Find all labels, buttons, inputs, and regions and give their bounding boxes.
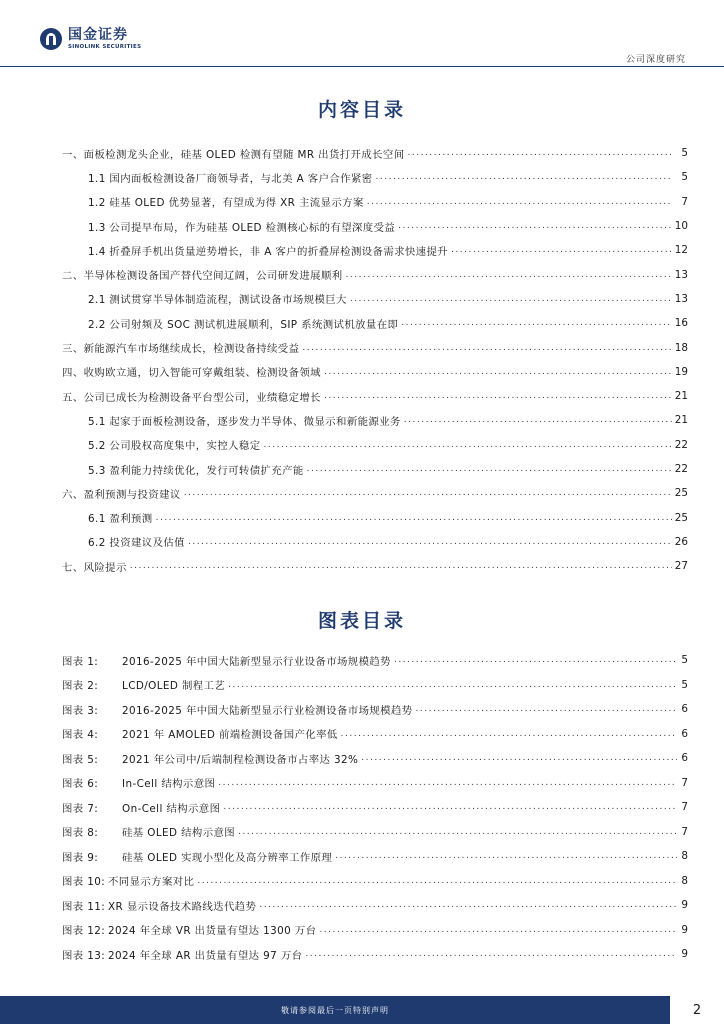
toc-entry[interactable] (62, 335, 688, 359)
toc-entry-page: 21 (674, 414, 688, 427)
dot-leader (184, 488, 672, 498)
toc-entry-page: 13 (674, 268, 688, 281)
figure-entry[interactable] (62, 918, 688, 943)
figure-entry-page: 7 (681, 801, 688, 814)
toc-entry-page: 19 (674, 365, 688, 378)
dot-leader (228, 680, 677, 690)
dot-leader (305, 949, 677, 959)
figure-entry[interactable] (62, 795, 688, 820)
toc-entry-text: 5.3 盈利能力持续优化，发行可转债扩充产能 (88, 464, 304, 477)
toc-entry-page: 12 (674, 244, 688, 257)
toc-entry-text: 七、风险提示 (62, 561, 127, 574)
toc-entry-text: 二、半导体检测设备国产替代空间辽阔，公司研发进展顺利 (62, 270, 343, 283)
figure-entry-page: 6 (681, 703, 688, 716)
dot-leader (451, 245, 672, 255)
figure-entry-page: 5 (681, 654, 688, 667)
figure-entry[interactable] (62, 771, 688, 796)
toc-entry-text: 一、面板检测龙头企业，硅基 OLED 检测有望随 MR 出货打开成长空间 (62, 148, 405, 161)
figure-entry-page: 9 (681, 923, 688, 936)
dot-leader (341, 729, 677, 739)
toc-entry[interactable] (62, 287, 688, 311)
toc-entry-page: 16 (674, 317, 688, 330)
dot-leader (346, 270, 672, 280)
figure-entry-page: 9 (681, 899, 688, 912)
toc-entry[interactable] (62, 530, 688, 554)
dot-leader (401, 318, 671, 328)
toc-entry[interactable] (62, 360, 688, 384)
dot-leader (264, 440, 672, 450)
toc-title: 内容目录 (317, 99, 406, 121)
dot-leader (319, 925, 677, 935)
toc-entry[interactable] (62, 238, 688, 262)
toc-entry-page: 25 (674, 511, 688, 524)
dot-leader (404, 415, 672, 425)
logo-icon (40, 28, 62, 50)
footer-notice: 敬请参阅最后一页特别声明 (0, 996, 670, 1024)
figure-entry[interactable] (62, 893, 688, 918)
toc-entry-page: 25 (674, 487, 688, 500)
dot-leader (218, 778, 677, 788)
figure-entry-label: 图表 10: (62, 876, 106, 889)
figure-entry-text: LCD/OLED 制程工艺 (122, 680, 226, 693)
figure-entry-label: 图表 6: (62, 778, 99, 791)
figure-entry[interactable] (62, 942, 688, 967)
dot-leader (238, 827, 677, 837)
figure-entry-page: 6 (681, 752, 688, 765)
dot-leader (350, 294, 672, 304)
dot-leader (130, 561, 672, 571)
toc-entry-page: 7 (681, 195, 688, 208)
figure-entry-text: 2024 年全球 VR 出货量有望达 1300 万台 (108, 925, 317, 938)
figure-entry[interactable] (62, 648, 688, 673)
toc-entry[interactable] (62, 214, 688, 238)
figure-entry[interactable] (62, 746, 688, 771)
dot-leader (407, 148, 673, 158)
dot-leader (223, 802, 677, 812)
toc-entry-text: 5.2 公司股权高度集中，实控人稳定 (88, 440, 261, 453)
figure-entry[interactable] (62, 673, 688, 698)
logo-cn-text: 国金证券 (68, 27, 128, 43)
figure-entry-label: 图表 3: (62, 704, 99, 717)
figure-entry-label: 图表 11: (62, 900, 106, 913)
toc-entry[interactable] (62, 141, 688, 165)
figure-entry-text: 硅基 OLED 结构示意图 (122, 827, 236, 840)
figure-entry-label: 图表 5: (62, 753, 99, 766)
figure-entry[interactable] (62, 869, 688, 894)
figure-entry-page: 5 (681, 678, 688, 691)
dot-leader (376, 172, 673, 182)
figure-entry-label: 图表 7: (62, 802, 99, 815)
dot-leader (197, 876, 677, 886)
toc-entry-page: 21 (674, 390, 688, 403)
toc-entry[interactable] (62, 481, 688, 505)
dot-leader (307, 464, 672, 474)
dot-leader (259, 900, 677, 910)
figure-entry-text: 2016-2025 年中国大陆新型显示行业设备市场规模趋势 (122, 655, 391, 668)
page-header (0, 0, 724, 70)
figure-entry-text: 2016-2025 年中国大陆新型显示行业检测设备市场规模趋势 (122, 704, 413, 717)
toc-entry-page: 22 (674, 463, 688, 475)
figure-entry-label: 图表 13: (62, 949, 106, 962)
dot-leader (188, 537, 672, 547)
figure-entry-text: 不同显示方案对比 (108, 876, 195, 889)
toc-entry-page: 27 (674, 560, 688, 573)
figure-entry[interactable] (62, 697, 688, 722)
figure-entry-label: 图表 8: (62, 827, 99, 840)
toc-entry-page: 13 (674, 292, 688, 305)
toc-entry-text: 五、公司已成长为检测设备平台型公司，业绩稳定增长 (62, 391, 321, 404)
report-type: 公司深度研究 (625, 55, 686, 65)
figure-entry-label: 图表 2: (62, 680, 99, 693)
toc-entry[interactable] (62, 190, 688, 214)
figure-entry-text: In-Cell 结构示意图 (122, 778, 216, 791)
figure-entry-page: 7 (681, 825, 688, 838)
toc-entry-page: 5 (681, 171, 688, 184)
toc-entry-text: 6.2 投资建议及估值 (88, 537, 185, 550)
dot-leader (335, 851, 677, 861)
figure-entry-label: 图表 4: (62, 729, 99, 742)
dot-leader (367, 197, 673, 207)
dot-leader (324, 391, 672, 401)
figure-entry[interactable] (62, 844, 688, 869)
toc-entry-page: 18 (674, 341, 688, 354)
toc-entry-text: 6.1 盈利预测 (88, 513, 153, 526)
figure-entry-page: 7 (681, 776, 688, 789)
figure-entry-label: 图表 12: (62, 925, 106, 938)
dot-leader (394, 655, 677, 665)
toc-entry-text: 六、盈利预测与投资建议 (62, 488, 181, 501)
figure-entry-text: On-Cell 结构示意图 (122, 802, 221, 815)
figure-entry-page: 8 (681, 850, 688, 863)
toc-entry-page: 26 (674, 535, 688, 548)
dot-leader (398, 221, 672, 231)
figure-entry-page: 8 (681, 874, 688, 887)
toc-entry[interactable] (62, 457, 688, 481)
dot-leader (156, 513, 672, 523)
figure-entry-text: 2024 年全球 AR 出货量有望达 97 万台 (108, 949, 303, 962)
toc-entry[interactable] (62, 505, 688, 529)
company-logo (40, 28, 141, 51)
toc-entry-text: 三、新能源汽车市场继续成长，检测设备持续受益 (62, 343, 300, 356)
figure-entry-text: XR 显示设备技术路线迭代趋势 (108, 900, 257, 913)
toc-entry[interactable] (62, 554, 688, 578)
toc-entry[interactable] (62, 262, 688, 286)
figure-entry-text: 硅基 OLED 实现小型化及高分辨率工作原理 (122, 851, 333, 864)
dot-leader (324, 367, 672, 377)
toc-entry[interactable] (62, 311, 688, 335)
toc-list (62, 141, 688, 578)
toc-entry-text: 1.4 折叠屏手机出货量逆势增长，非 A 客户的折叠屏检测设备需求快速提升 (88, 245, 449, 258)
figure-entry-text: 2021 年公司中/后端制程检测设备市占率达 32% (122, 753, 359, 766)
toc-entry-text: 2.2 公司射频及 SOC 测试机进展顺利，SIP 系统测试机放量在即 (88, 318, 399, 331)
page-number: 2 (692, 1002, 702, 1018)
toc-entry-text: 1.3 公司提早布局，作为硅基 OLED 检测核心标的有望深度受益 (88, 221, 396, 234)
dot-leader (416, 704, 677, 714)
dot-leader (302, 343, 671, 353)
figure-entry-page: 6 (681, 727, 688, 740)
figure-entry[interactable] (62, 722, 688, 747)
toc-entry-text: 1.2 硅基 OLED 优势显著，有望成为得 XR 主流显示方案 (88, 197, 364, 210)
toc-entry-text: 1.1 国内面板检测设备厂商领导者，与北美 A 客户合作紧密 (88, 172, 373, 185)
toc-entry-text: 5.1 起家于面板检测设备，逐步发力半导体、微显示和新能源业务 (88, 415, 401, 428)
toc-entry-text: 四、收购欧立通，切入智能可穿戴组装、检测设备领域 (62, 367, 321, 380)
toc-entry-page: 22 (674, 438, 688, 451)
figures-title: 图表目录 (317, 610, 406, 632)
toc-entry[interactable] (62, 408, 688, 432)
figure-entry-text: 2021 年 AMOLED 前端检测设备国产化率低 (122, 729, 338, 742)
toc-entry-text: 2.1 测试贯穿半导体制造流程，测试设备市场规模巨大 (88, 294, 347, 307)
toc-entry[interactable] (62, 384, 688, 408)
figure-entry[interactable] (62, 820, 688, 845)
logo-en-text: SINOLINK SECURITIES (68, 44, 142, 50)
figures-list (62, 648, 688, 967)
figure-entry-label: 图表 9: (62, 851, 99, 864)
dot-leader (361, 753, 677, 763)
toc-entry[interactable] (62, 165, 688, 189)
figure-entry-page: 9 (681, 948, 688, 961)
toc-entry-page: 5 (681, 147, 688, 160)
toc-entry-page: 10 (674, 220, 688, 233)
figure-entry-label: 图表 1: (62, 655, 99, 668)
header-divider (0, 66, 724, 67)
toc-entry[interactable] (62, 433, 688, 457)
